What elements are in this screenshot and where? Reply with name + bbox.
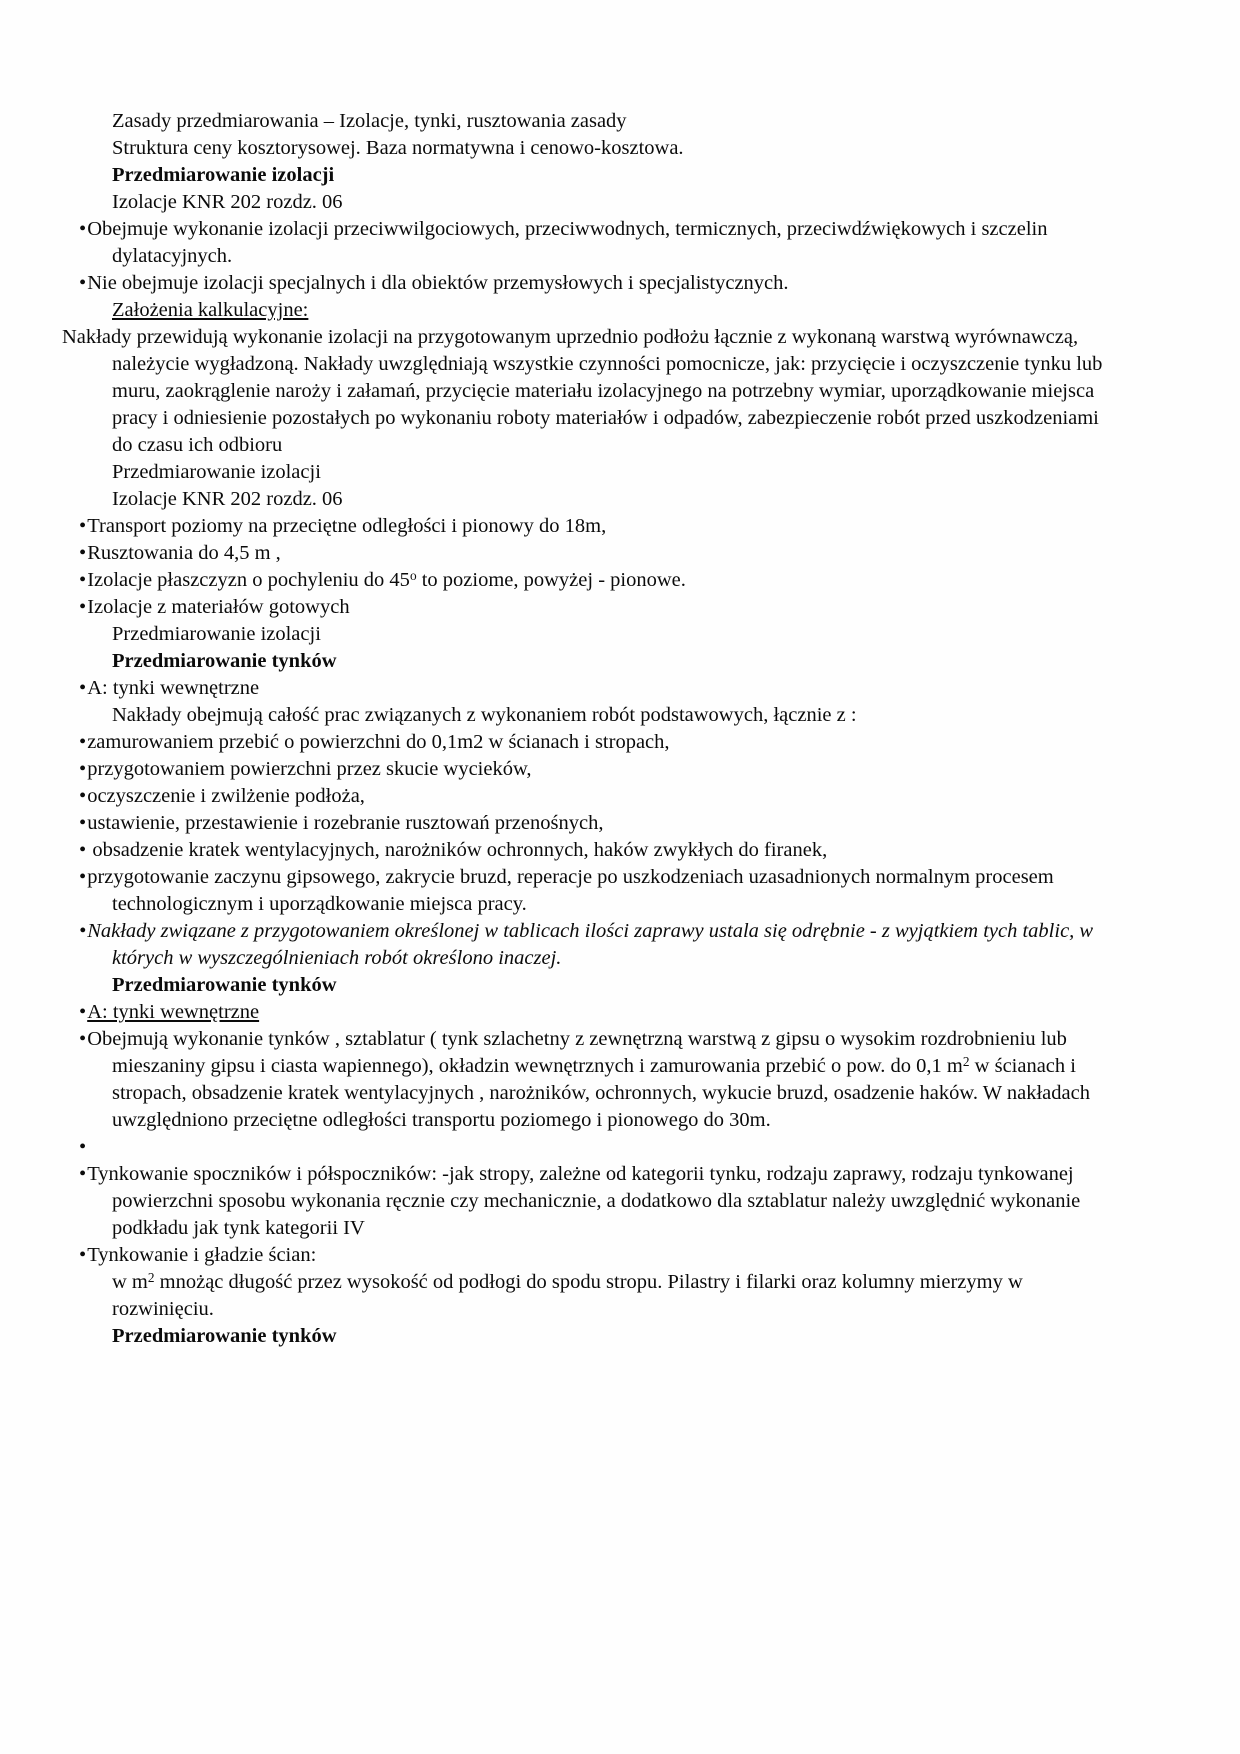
bullet-icon: • <box>79 1028 87 1050</box>
bullet-item-tynkowanie-gladzie <box>79 1242 1122 1269</box>
bullet-item-oczyszczenie <box>79 783 1122 810</box>
bullet-text: Rusztowania do 4,5 m , <box>87 542 281 564</box>
bullet-item-a-tynki-wewnetrzne-2 <box>79 999 1122 1026</box>
line-izolacje-knr-2: Izolacje KNR 202 rozdz. 06 <box>112 488 343 510</box>
paragraph-w-m2 <box>112 1269 1122 1323</box>
bullet-item-ustawienie <box>79 810 1122 837</box>
bullet-text: Transport poziomy na przeciętne odległości i pionowy do 18m, <box>87 515 607 537</box>
paragraph-text: mnożąc długość przez wysokość od podłogi do spodu stropu. Pilastry i filarki oraz kolumny mierzymy w rozwinięciu. <box>112 1271 1023 1320</box>
heading-przedmiarowanie-tynkow-3: Przedmiarowanie tynków <box>112 1325 337 1347</box>
bullet-icon: • <box>79 1001 87 1023</box>
bullet-item-izolacje-plaszczyzn <box>79 567 1122 594</box>
bullet-text: Tynkowanie spoczników i półspoczników: -jak stropy, zależne od kategorii tynku, rodzaju zaprawy, rodzaju tynkowanej powierzchni sposobu wykonania ręcznie czy mechanicznie, a dodatkowo dla sztablatur należy uwzględnić wykonanie podkładu jak tynk kategorii IV <box>87 1163 1081 1239</box>
bullet-item-rusztowania <box>79 540 1122 567</box>
bullet-icon: • <box>79 920 87 942</box>
bullet-item-nie-obejmuje <box>79 270 1122 297</box>
superscript: 2 <box>962 1054 970 1070</box>
paragraph-naklady-przewiduja: Nakłady przewidują wykonanie izolacji na przygotowanym uprzednio podłożu łącznie z wykonaną warstwą wyrównawczą, należycie wygładzoną. Nakłady uwzględniają wszystkie czynności pomocnicze, jak: przycięcie i oczyszczenie tynku lub muru, zaokrąglenie naroży i załamań, przycięcie materiału izolacyjnego na potrzebny wymiar, uporządkowanie miejsca pracy i odniesienie pozostałych po wykonaniu roboty materiałów i odpadów, zabezpieczenie robót przed uszkodzeniami do czasu ich odbioru <box>62 326 1103 456</box>
bullet-icon: • <box>79 1163 87 1185</box>
bullet-text: w ścianach i stropach, obsadzenie kratek wentylacyjnych , narożników, ochronnych, wykucie bruzd, osadzenie haków. W nakładach uwzględniono przeciętne odległości transportu poziomego i pionowego do 30m. <box>112 1055 1090 1131</box>
heading-przedmiarowanie-tynkow-2: Przedmiarowanie tynków <box>112 974 337 996</box>
bullet-text: Izolacje z materiałów gotowych <box>87 596 350 618</box>
bullet-icon: • <box>79 218 87 240</box>
bullet-icon: • <box>79 785 87 807</box>
bullet-icon: • <box>79 758 87 780</box>
bullet-item-tynkowanie-spocznikow <box>79 1161 1122 1242</box>
doc-subtitle-line: Struktura ceny kosztorysowej. Baza normatywna i cenowo-kosztowa. <box>112 137 684 159</box>
bullet-icon: • <box>79 677 87 699</box>
bullet-icon: • <box>79 515 87 537</box>
bullet-item-obsadzenie <box>79 837 1122 864</box>
bullet-icon: • <box>79 596 87 618</box>
bullet-icon: • <box>79 542 87 564</box>
bullet-text: to poziome, powyżej - pionowe. <box>416 569 686 591</box>
bullet-item-zamurowaniem <box>79 729 1122 756</box>
underlined-text: A: tynki wewnętrzne <box>87 1001 260 1023</box>
bullet-text: Nakłady związane z przygotowaniem określonej w tablicach ilości zaprawy ustala się odrębnie - z wyjątkiem tych tablic, w których w wyszczególnieniach robót określono inaczej. <box>87 920 1094 969</box>
bullet-text: Nie obejmuje izolacji specjalnych i dla obiektów przemysłowych i specjalistycznych. <box>87 272 789 294</box>
line-izolacje-knr: Izolacje KNR 202 rozdz. 06 <box>112 191 343 213</box>
bullet-text: ustawienie, przestawienie i rozebranie rusztowań przenośnych, <box>87 812 604 834</box>
superscript: o <box>409 568 417 584</box>
bullet-item-a-tynki-wewnetrzne <box>79 675 1122 702</box>
bullet-icon: • <box>79 1136 87 1158</box>
bullet-icon: • <box>79 272 87 294</box>
bullet-text: Tynkowanie i gładzie ścian: <box>87 1244 317 1266</box>
bullet-item-obejmuja-wykonanie <box>79 1026 1122 1134</box>
bullet-item-transport <box>79 513 1122 540</box>
heading-przedmiarowanie-izolacji: Przedmiarowanie izolacji <box>112 164 335 186</box>
line-przedmiarowanie-izolacji-3: Przedmiarowanie izolacji <box>112 623 321 645</box>
bullet-item-obejmuje <box>79 216 1122 270</box>
bullet-text: Obejmują wykonanie tynków , sztablatur ( tynk szlachetny z zewnętrzną warstwą z gipsu o wysokim rozdrobnieniu lub mieszaniny gipsu i ciasta wapiennego), okładzin wewnętrznych i zamurowania przebić o pow. do 0,1 m <box>87 1028 1067 1077</box>
superscript: 2 <box>147 1270 155 1286</box>
bullet-text: oczyszczenie i zwilżenie podłoża, <box>87 785 365 807</box>
paragraph-text: w m <box>112 1271 148 1293</box>
bullet-text: przygotowanie zaczynu gipsowego, zakrycie bruzd, reperacje po uszkodzeniach uzasadnionych normalnym procesem technologicznym i uporządkowanie miejsca pracy. <box>87 866 1054 915</box>
heading-zalozenia-kalkulacyjne <box>112 297 1122 324</box>
bullet-item-naklady-zwiazane <box>79 918 1122 972</box>
bullet-item-izolacje-gotowe <box>79 594 1122 621</box>
bullet-text: przygotowaniem powierzchni przez skucie wycieków, <box>87 758 532 780</box>
heading-przedmiarowanie-tynkow: Przedmiarowanie tynków <box>112 650 337 672</box>
bullet-icon: • <box>79 1244 87 1266</box>
bullet-text: A: tynki wewnętrzne <box>87 677 260 699</box>
bullet-icon: • <box>79 569 87 591</box>
bullet-icon: • <box>79 839 87 861</box>
bullet-icon: • <box>79 866 87 888</box>
bullet-item-przygotowaniem <box>79 756 1122 783</box>
bullet-item-empty <box>79 1134 1122 1161</box>
bullet-text: Obejmuje wykonanie izolacji przeciwwilgociowych, przeciwwodnych, termicznych, przeciwdźwiękowych i szczelin dylatacyjnych. <box>87 218 1048 267</box>
bullet-text: obsadzenie kratek wentylacyjnych, narożników ochronnych, haków zwykłych do firanek, <box>87 839 828 861</box>
bullet-icon: • <box>79 731 87 753</box>
paragraph-naklady-obejmuja: Nakłady obejmują całość prac związanych z wykonaniem robót podstawowych, łącznie z : <box>112 704 857 726</box>
bullet-text: Izolacje płaszczyzn o pochyleniu do 45 <box>87 569 410 591</box>
bullet-item-przygotowanie-zaczynu <box>79 864 1122 918</box>
line-przedmiarowanie-izolacji-2: Przedmiarowanie izolacji <box>112 461 321 483</box>
underlined-text: Założenia kalkulacyjne: <box>112 299 309 321</box>
doc-title-line: Zasady przedmiarowania – Izolacje, tynki, rusztowania zasady <box>112 110 627 132</box>
bullet-icon: • <box>79 812 87 834</box>
bullet-text: zamurowaniem przebić o powierzchni do 0,1m2 w ścianach i stropach, <box>87 731 670 753</box>
